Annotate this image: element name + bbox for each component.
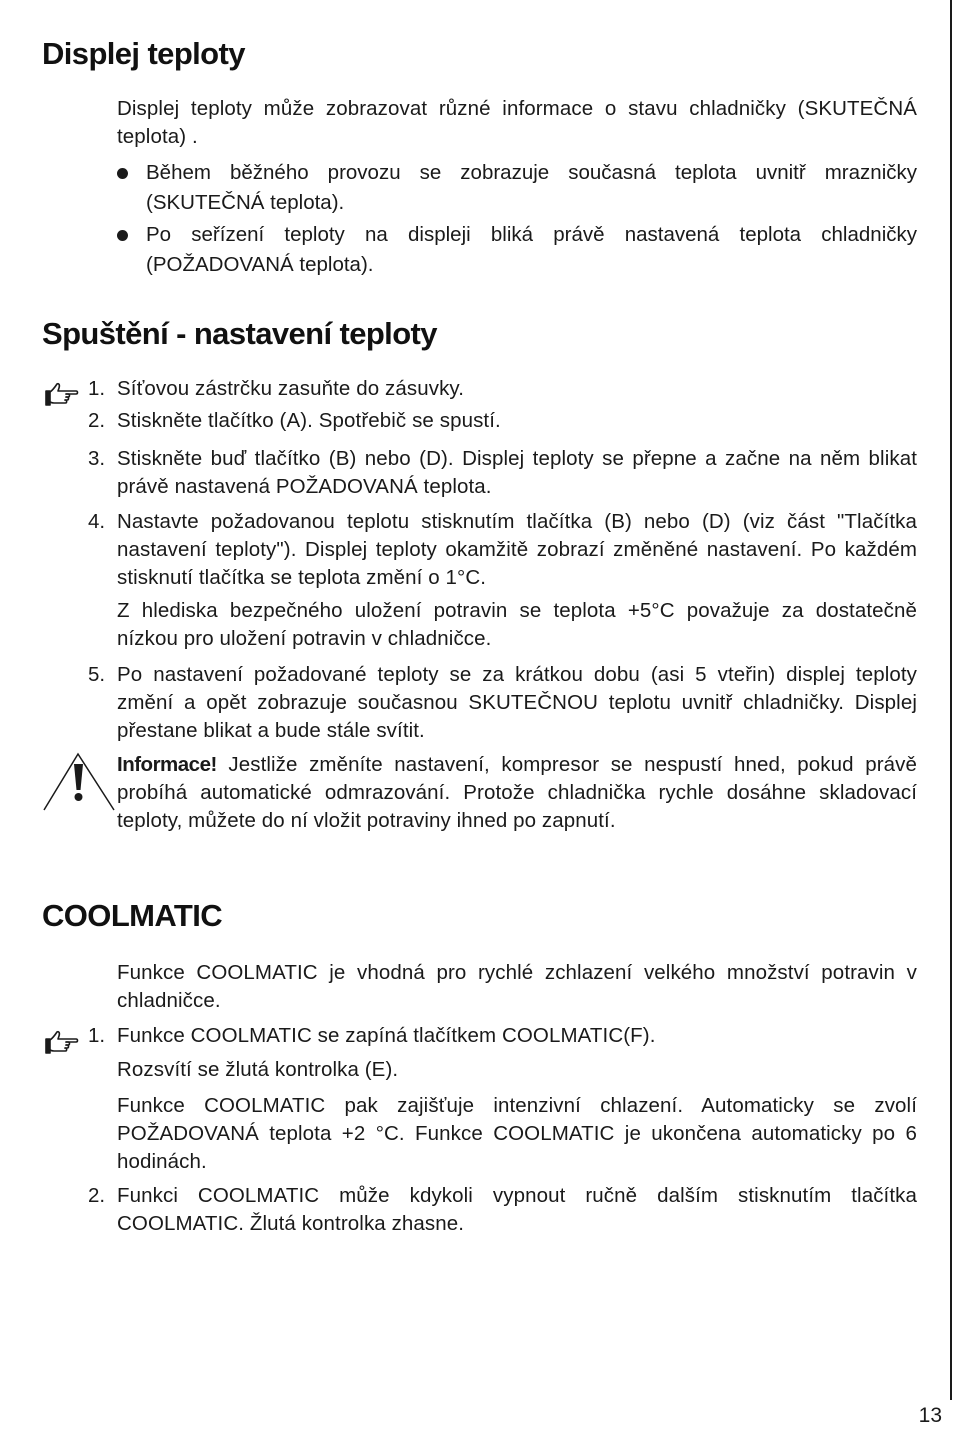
bullet-text: Po seřízení teploty na displeji bliká právě nastavená teplota chladničky (POŽADOVANÁ teplota). (146, 223, 917, 276)
step-number: 4. (88, 510, 106, 533)
step-number: 2. (88, 1184, 106, 1207)
section3-step-2: Funkci COOLMATIC může kdykoli vypnout ručně dalším stisknutím tlačítka COOLMATIC. Žlutá kontrolka zhasne. (117, 1184, 917, 1235)
pointing-hand-icon (40, 1029, 80, 1055)
bullet-dot (117, 230, 128, 241)
section2-info-note (117, 751, 917, 835)
section2-step-2: Stiskněte tlačítko (A). Spotřebič se spustí. (117, 409, 501, 432)
bullet-text: Během běžného provozu se zobrazuje současná teplota uvnitř mrazničky (SKUTEČNÁ teplota). (146, 161, 917, 214)
section-title-spusteni: Spuštění - nastavení teploty (42, 316, 437, 351)
section3-intro: Funkce COOLMATIC je vhodná pro rychlé zchlazení velkého množství potravin v chladničce. (117, 961, 917, 1012)
step-number: 1. (88, 1024, 106, 1047)
page-edge-line (950, 0, 952, 1400)
section1-bullet-2 (117, 220, 917, 280)
info-label: Informace! (117, 753, 217, 776)
section2-step-5: Po nastavení požadované teploty se za krátkou dobu (asi 5 vteřin) displej teploty změní a opět zobrazuje současnou SKUTEČNOU teplotu uvnitř chladničky. Displej přestane blikat a bude stále svítit. (117, 663, 917, 742)
section2-step-1: Síťovou zástrčku zasuňte do zásuvky. (117, 377, 465, 400)
section2-step-4: Nastavte požadovanou teplotu stisknutím tlačítka (B) nebo (D) (viz část "Tlačítka nastavení teploty"). Displej teploty okamžitě zobrazí změněné nastavení. Po každém stisknutí tlačítka se teplota změní o 1°C. (117, 510, 917, 589)
section3-step-1-indicator: Rozsvítí se žlutá kontrolka (E). (117, 1058, 399, 1081)
pointing-hand-icon (40, 381, 80, 407)
info-text: Jestliže změníte nastavení, kompresor se nespustí hned, pokud právě probíhá automatické odmrazování. Protože chladnička rychle dosáhne skladovací teploty, můžete do ní vložit potraviny ihned po zapnutí. (117, 753, 917, 832)
section-title-displej-teploty: Displej teploty (42, 36, 245, 71)
step-number: 1. (88, 377, 106, 400)
page-number: 13 (918, 1404, 942, 1427)
step-number: 5. (88, 663, 106, 686)
section3-step-1-detail: Funkce COOLMATIC pak zajišťuje intenzivní chlazení. Automaticky se zvolí POŽADOVANÁ teplota +2 °C. Funkce COOLMATIC je ukončena automaticky po 6 hodinách. (117, 1094, 917, 1173)
step-number: 2. (88, 409, 106, 432)
section1-bullet-1 (117, 158, 917, 218)
section3-step-1: Funkce COOLMATIC se zapíná tlačítkem COOLMATIC(F). (117, 1024, 656, 1047)
exclamation-warning-icon (42, 752, 116, 812)
section1-intro: Displej teploty může zobrazovat různé informace o stavu chladničky (SKUTEČNÁ teplota) . (117, 97, 917, 148)
bullet-dot (117, 168, 128, 179)
section-title-coolmatic: COOLMATIC (42, 898, 222, 933)
section2-step-3: Stiskněte buď tlačítko (B) nebo (D). Displej teploty se přepne a začne na něm blikat právě nastavená POŽADOVANÁ teplota. (117, 447, 917, 498)
step-number: 3. (88, 447, 106, 470)
section2-safety-note: Z hlediska bezpečného uložení potravin se teplota +5°C považuje za dostatečně nízkou pro uložení potravin v chladničce. (117, 599, 917, 650)
